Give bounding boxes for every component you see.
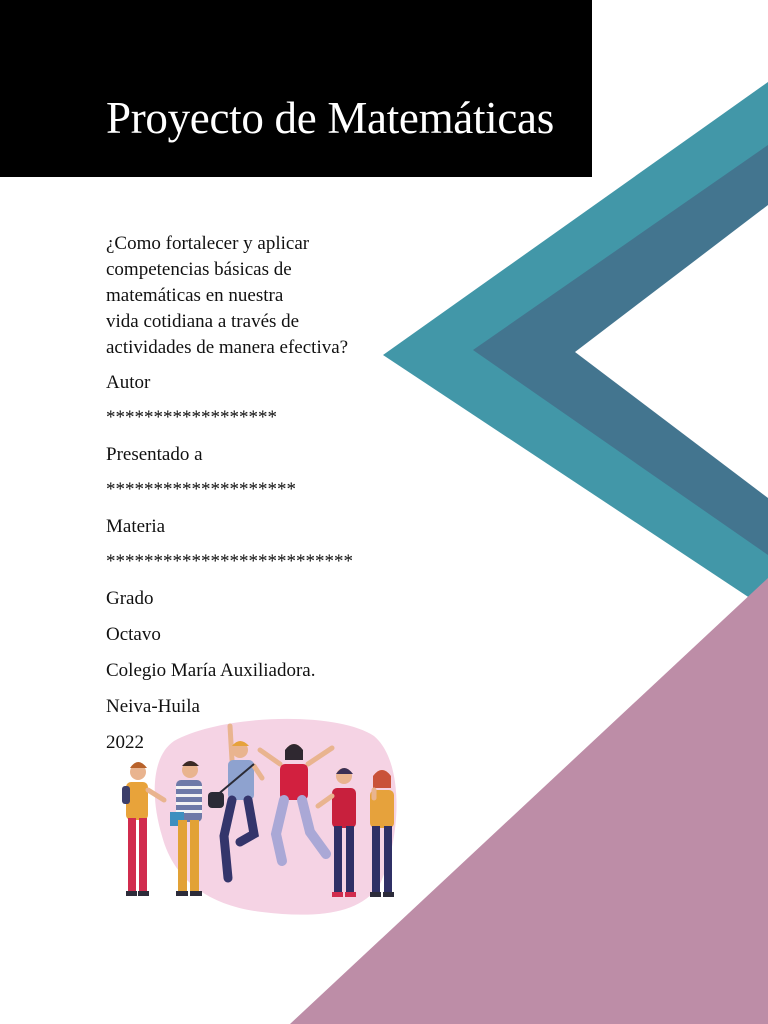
question-line: ¿Como fortalecer y aplicar	[106, 233, 310, 254]
grade-label: Grado	[106, 588, 154, 609]
year: 2022	[106, 732, 144, 753]
project-question	[106, 231, 348, 361]
school-name: Colegio María Auxiliadora.	[106, 660, 316, 681]
presented-value: ********************	[106, 479, 296, 500]
page-title: Proyecto de Matemáticas	[106, 93, 554, 143]
city-name: Neiva-Huila	[106, 696, 200, 717]
presented-label: Presentado a	[106, 444, 203, 465]
author-label: Autor	[106, 372, 151, 393]
question-line: competencias básicas de	[106, 259, 292, 280]
question-line: matemáticas en nuestra	[106, 285, 284, 306]
author-value: ******************	[106, 407, 277, 428]
grade-value: Octavo	[106, 624, 161, 645]
students-illustration	[112, 716, 412, 916]
question-line: actividades de manera efectiva?	[106, 337, 349, 358]
title-bar	[0, 0, 592, 177]
question-line: vida cotidiana a través de	[106, 311, 300, 332]
subject-label: Materia	[106, 516, 166, 537]
subject-value: **************************	[106, 551, 353, 572]
